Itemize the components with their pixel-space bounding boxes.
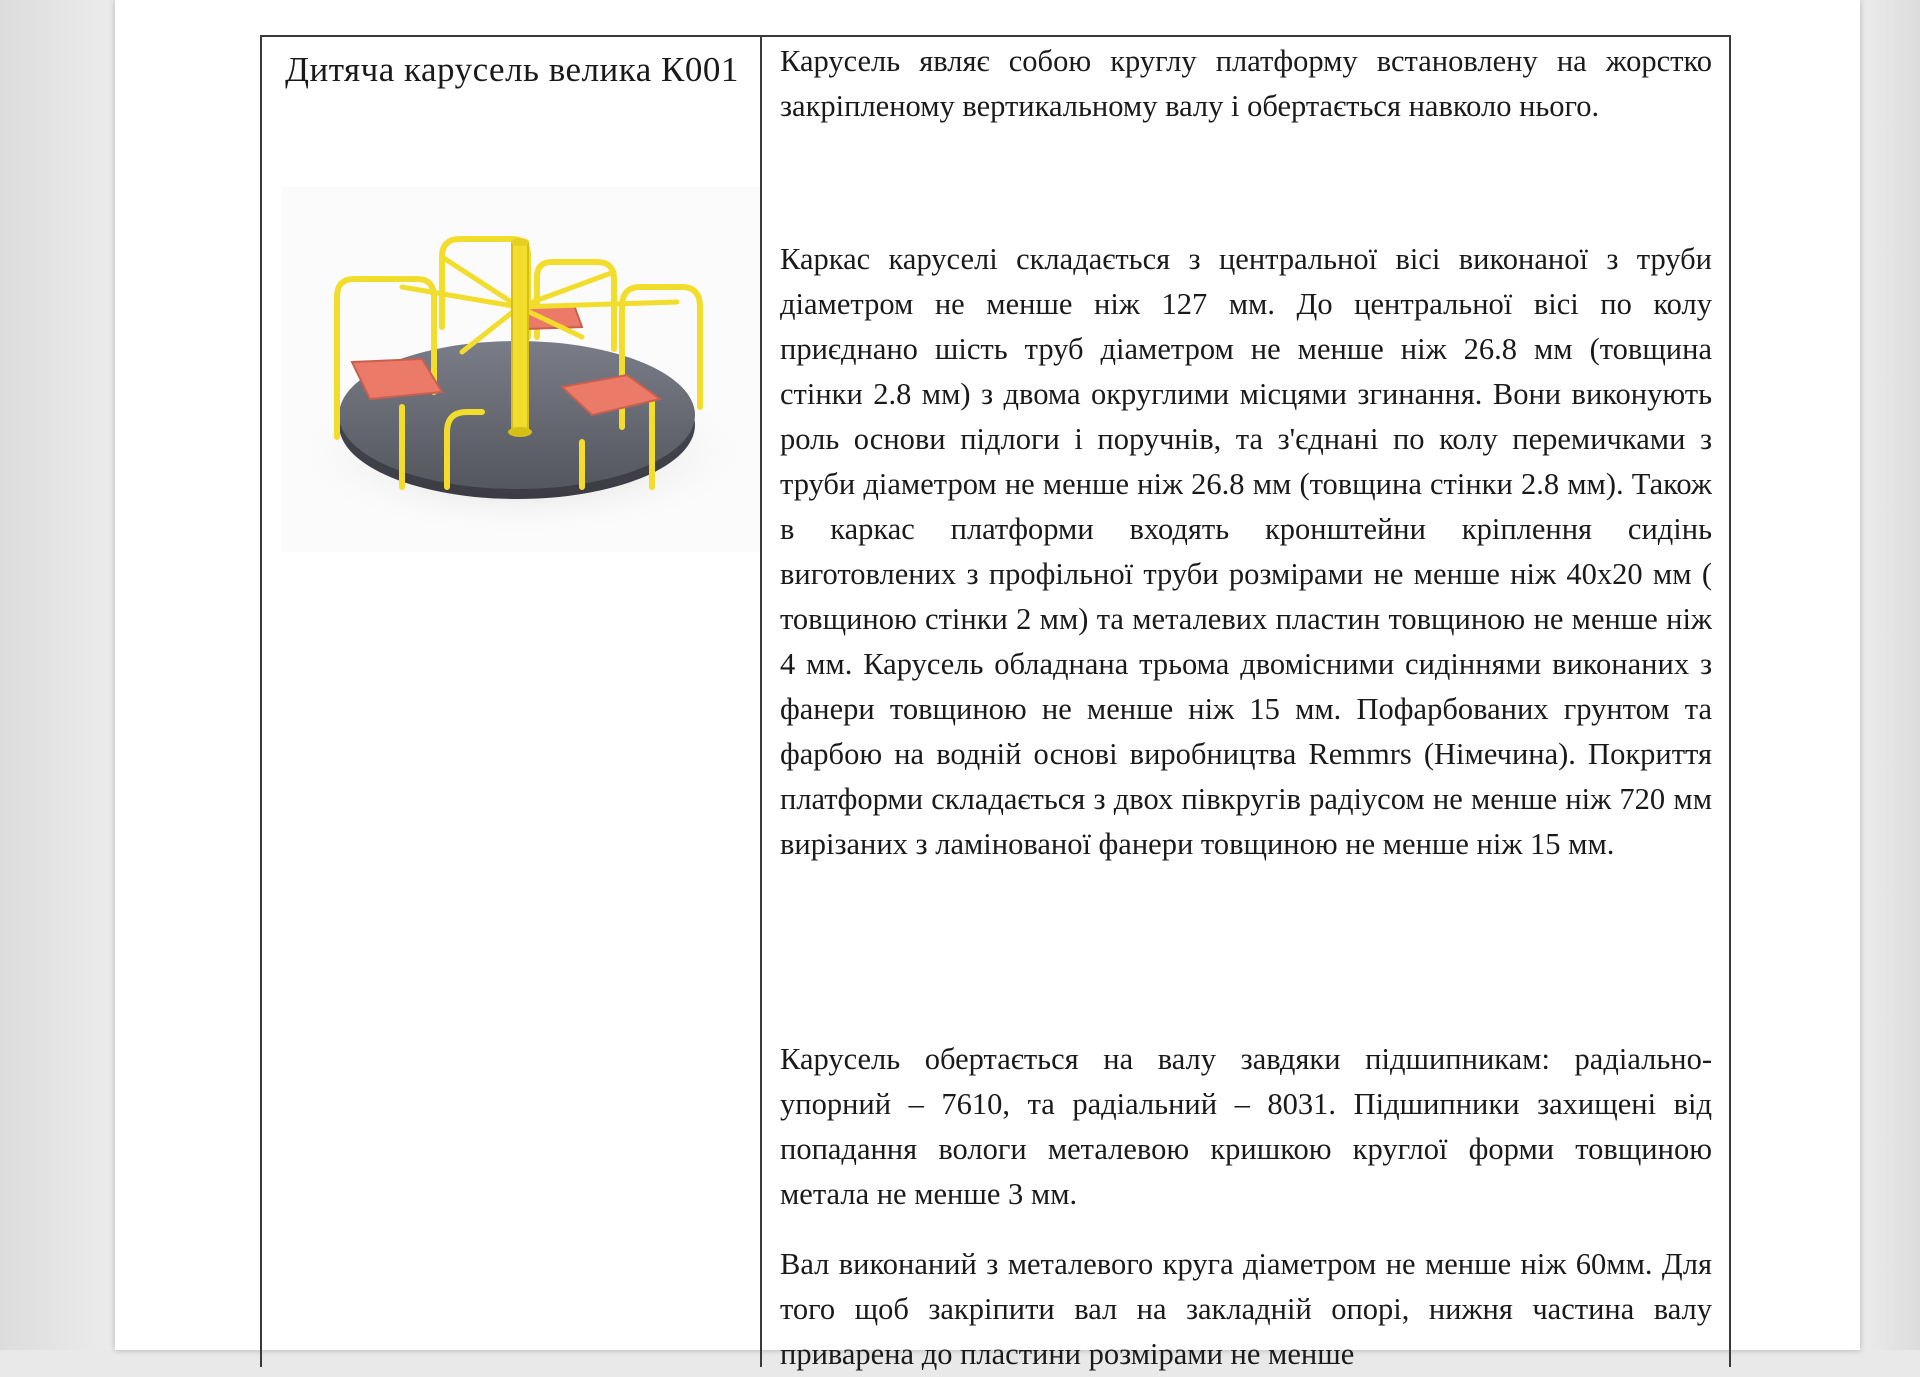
carousel-product-image[interactable] — [282, 187, 762, 552]
description-paragraph-4: Вал виконаний з металевого круга діаметром не менше ніж 60мм. Для того щоб закріпити вал на закладній опорі, нижня частина валу приварена до пластини розмірами не менше — [780, 1247, 1712, 1371]
document-page[interactable] — [115, 0, 1860, 1371]
product-title: Дитяча карусель велика К001 — [285, 50, 739, 89]
editor-canvas-right — [1860, 0, 1920, 1350]
carousel-illustration — [282, 187, 762, 552]
description-paragraph-3: Карусель обертається на валу завдяки підшипникам: радіально-упорний – 7610, та радіальний – 8031. Підшипники захищені від попадання вологи металевою кришкою круглої форми товщиною метала не менше 3 мм. — [780, 1042, 1712, 1211]
description-paragraph-2: Каркас каруселі складається з центральної вісі виконаної з труби діаметром не менше ніж 127 мм. До центральної вісі по колу приєднано шість труб діаметром не менше ніж 26.8 мм (товщина стінки 2.8 мм) з двома округлими місцями згинання. Вони виконують роль основи підлоги і поручнів, та з'єднані по колу перемичками з труби діаметром не менше ніж 26.8 мм (товщина стінки 2.8 мм). Також в каркас платформи входять кронштейни кріплення сидінь виготовлених з профільної труби розмірами не менше ніж 40х20 мм ( товщиною стінки 2 мм) та металевих пластин товщиною не менше ніж 4 мм. Карусель обладнана трьома двомісними сидіннями виконаних з фанери товщиною не менше ніж 15 мм. Пофарбованих грунтом та фарбою на водній основі виробництва Remmrs (Німечина). Покриття платформи складається з двох півкругів радіусом не менше ніж 720 мм вирізаних з ламінованої фанери товщиною не менше ніж 15 мм. — [780, 242, 1712, 861]
editor-canvas-left — [0, 0, 115, 1350]
product-name-cell[interactable] — [262, 37, 762, 1367]
product-table — [260, 35, 1731, 1371]
product-description-cell[interactable] — [760, 37, 1729, 1371]
description-paragraph-1: Карусель являє собою круглу платформу встановлену на жорстко закріпленому вертикальному валу і обертається навколо нього. — [780, 44, 1712, 123]
